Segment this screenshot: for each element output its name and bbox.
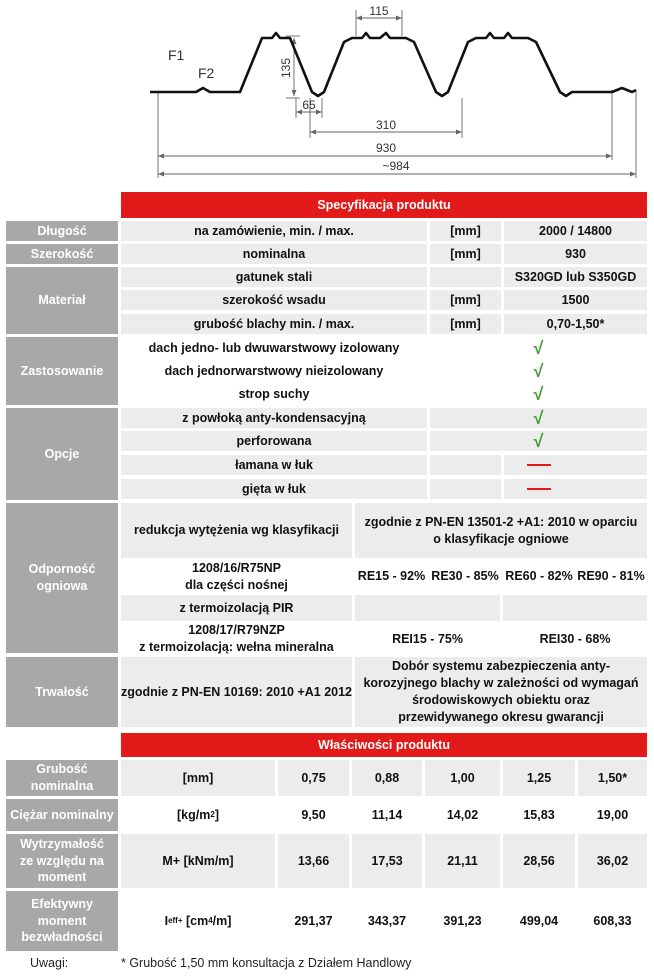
opcje-item-1: z powłoką anty-kondensacyjną — [121, 408, 427, 428]
odpornosc-r1-desc: redukcja wytężenia wg klasyfikacji — [121, 503, 352, 558]
zastosowanie-item-2: dach jednorwarstwowy nieizolowany — [164, 363, 384, 378]
odpornosc-r4-desc — [121, 623, 352, 655]
dash-icon — [430, 479, 647, 499]
odpornosc-r4-code: 1208/17/R79NZP — [188, 623, 285, 638]
zastosowanie-item-3: strop suchy — [238, 386, 310, 401]
check-icon: √ — [533, 360, 544, 381]
wytrzymalosc-value-1: 13,66 — [278, 834, 349, 888]
ciezar-unit-b: ] — [214, 807, 219, 822]
odpornosc-r2-v2: RE30 - 85% — [431, 569, 499, 584]
label-f2: F2 — [198, 65, 215, 81]
opcje-item-4: gięta w łuk — [121, 479, 427, 499]
notes-text: * Grubość 1,50 mm konsultacja z Działem Handlowy — [121, 956, 412, 970]
material-grade-desc: gatunek stali — [121, 267, 427, 287]
moment-value-3: 391,23 — [443, 913, 482, 928]
szerokosc-desc: nominalna — [121, 244, 427, 264]
row-label-grubosc: Grubość nominalna — [6, 760, 118, 796]
check-icon: √ — [533, 383, 544, 404]
check-icon: √ — [430, 431, 647, 451]
ciezar-value-3: 14,02 — [446, 807, 479, 822]
check-icon: √ — [430, 408, 647, 428]
dim-984: ~984 — [382, 159, 410, 173]
row-label-zastosowanie: Zastosowanie — [6, 337, 118, 405]
dim-930: 930 — [375, 141, 397, 155]
dim-65: 65 — [302, 98, 316, 112]
material-grade-value: S320GD lub S350GD — [504, 267, 647, 287]
moment-unit-sub: eff — [168, 915, 178, 925]
grubosc-value-3: 1,00 — [425, 760, 500, 796]
dlugosc-desc: na zamówienie, min. / max. — [121, 221, 427, 241]
material-width-value: 1500 — [504, 290, 647, 310]
odpornosc-r1-value: zgodnie z PN-EN 13501-2 +A1: 2010 w oparciu o klasyfikacje ogniowe — [355, 503, 647, 558]
trwalosc-desc: zgodnie z PN-EN 10169: 2010 +A1 2012 — [121, 657, 352, 727]
profile-cross-section-drawing — [0, 0, 654, 190]
odpornosc-r2-code: 1208/16/R75NP — [192, 560, 281, 575]
wytrzymalosc-unit: M+ [kNm/m] — [121, 834, 275, 888]
moment-value-1: 291,37 — [294, 913, 333, 928]
moment-unit-end: /m] — [212, 913, 232, 928]
material-thickness-value: 0,70-1,50* — [504, 314, 647, 334]
dim-115: 115 — [369, 4, 389, 18]
row-label-opcje: Opcje — [6, 408, 118, 500]
moment-value-4: 499,04 — [519, 913, 559, 928]
ciezar-unit: [kg/m 2 ] — [177, 807, 219, 822]
moment-value-5: 608,33 — [593, 913, 632, 928]
ciezar-unit-a: [kg/m — [177, 807, 211, 822]
wytrzymalosc-value-5: 36,02 — [578, 834, 647, 888]
material-width-unit: [mm] — [430, 290, 501, 310]
row-label-odpornosc: Odporność ogniowa — [6, 503, 118, 653]
grubosc-value-4: 1,25 — [503, 760, 575, 796]
wytrzymalosc-value-3: 21,11 — [425, 834, 500, 888]
opcje-item-3: łamana w łuk — [121, 455, 427, 475]
odpornosc-r2-v3: RE60 - 82% — [505, 569, 573, 584]
odpornosc-r3-desc: z termoizolacją PIR — [121, 595, 352, 621]
moment-unit: I eff + [cm 4 /m] — [164, 913, 232, 928]
row-label-ciezar: Ciężar nominalny — [6, 799, 118, 831]
moment-value-2: 343,37 — [367, 913, 407, 928]
notes-label: Uwagi: — [30, 956, 69, 970]
dash-icon — [430, 455, 647, 475]
opcje-item-2: perforowana — [121, 431, 427, 451]
check-icon: √ — [533, 337, 544, 358]
ciezar-value-1: 9,50 — [301, 807, 326, 822]
odpornosc-r2-v1: RE15 - 92% — [357, 569, 426, 584]
wytrzymalosc-value-4: 28,56 — [503, 834, 575, 888]
odpornosc-r4-v2: REI30 - 68% — [539, 631, 611, 646]
odpornosc-r2-sub: dla części nośnej — [185, 577, 288, 592]
moment-unit-mid: [cm — [182, 913, 209, 928]
grubosc-value-1: 0,75 — [278, 760, 349, 796]
row-label-dlugosc: Długość — [6, 221, 118, 241]
moment-unit-i: I — [164, 913, 169, 928]
spec-header: Specyfikacja produktu — [121, 192, 647, 218]
dim-310: 310 — [375, 118, 397, 132]
dlugosc-unit: [mm] — [430, 221, 501, 241]
grubosc-unit: [mm] — [121, 760, 275, 796]
ciezar-value-2: 11,14 — [371, 807, 403, 822]
material-thickness-desc: grubość blachy min. / max. — [121, 314, 427, 334]
trwalosc-value: Dobór systemu zabezpieczenia anty-korozyjnego blachy w zależności od wymagań środowiskowych obiektu oraz przewidywanego okresu gwarancji — [355, 657, 647, 727]
row-label-moment: Efektywny moment bezwładności — [6, 891, 118, 951]
material-thickness-unit: [mm] — [430, 314, 501, 334]
odpornosc-r3-empty-2 — [503, 595, 647, 621]
row-label-wytrzymalosc: Wytrzymałość ze względu na moment — [6, 834, 118, 888]
material-width-desc: szerokość wsadu — [121, 290, 427, 310]
odpornosc-r4-sub: z termoizolacją: wełna mineralna — [139, 640, 334, 654]
dlugosc-value: 2000 / 14800 — [504, 221, 647, 241]
odpornosc-r3-empty-1 — [355, 595, 500, 621]
ciezar-value-5: 19,00 — [596, 807, 629, 822]
odpornosc-r4-v1: REI15 - 75% — [392, 631, 463, 646]
row-label-szerokosc: Szerokość — [6, 244, 118, 264]
label-f1: F1 — [168, 47, 185, 63]
grubosc-value-5: 1,50* — [578, 760, 647, 796]
ciezar-value-4: 15,83 — [523, 807, 555, 822]
dim-135: 135 — [279, 57, 293, 79]
szerokosc-value: 930 — [504, 244, 647, 264]
row-label-material: Materiał — [6, 267, 118, 334]
odpornosc-r2-v4: RE90 - 81% — [577, 569, 645, 584]
wytrzymalosc-value-2: 17,53 — [352, 834, 422, 888]
szerokosc-unit: [mm] — [430, 244, 501, 264]
props-header: Właściwości produktu — [121, 733, 647, 757]
row-label-trwalosc: Trwałość — [6, 657, 118, 727]
grubosc-value-2: 0,88 — [352, 760, 422, 796]
material-grade-unit — [430, 267, 501, 287]
zastosowanie-item-1: dach jedno- lub dwuwarstwowy izolowany — [148, 340, 400, 355]
odpornosc-r2-desc — [121, 560, 352, 593]
